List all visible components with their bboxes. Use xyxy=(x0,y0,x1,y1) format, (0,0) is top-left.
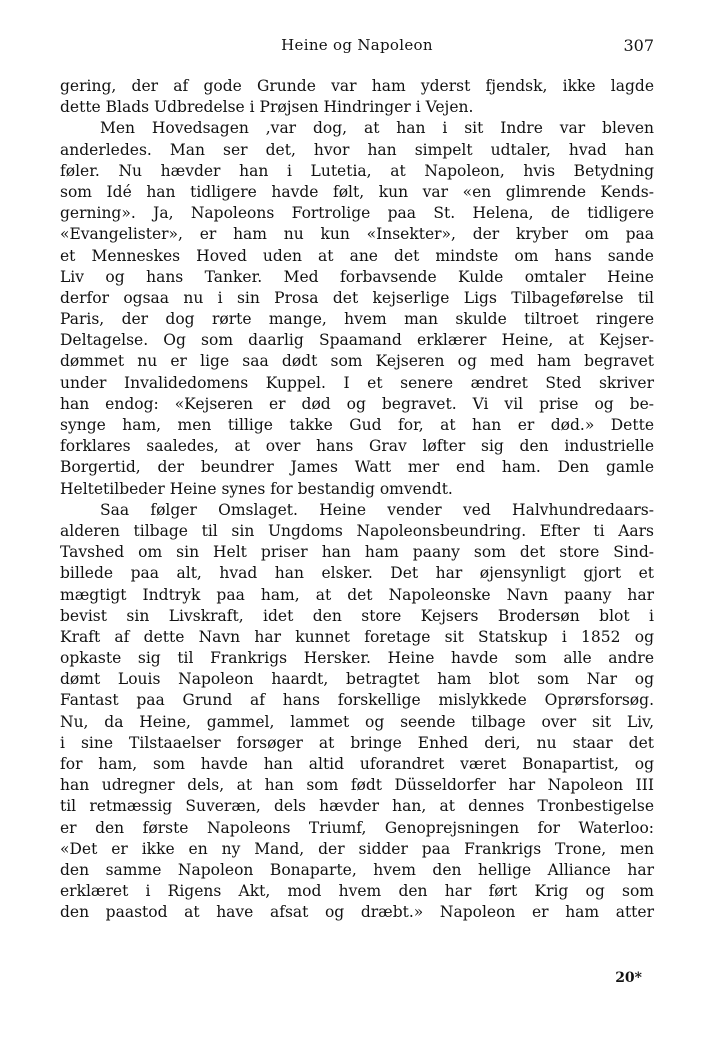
text-line: Kraft af dette Navn har kunnet foretage sit Statskup i 1852 og xyxy=(60,627,654,646)
text-line: Tavshed om sin Helt priser han ham paany som det store Sind- xyxy=(60,543,654,562)
text-line: til retmæssig Suveræn, dels hævder han, at dennes Tronbestigelse xyxy=(60,797,654,816)
body-text xyxy=(60,76,654,924)
text-line: derfor ogsaa nu i sin Prosa det kejserlige Ligs Tilbageførelse til xyxy=(60,288,654,307)
text-line: forklares saaledes, at over hans Grav løfter sig den industrielle xyxy=(60,437,654,456)
document-page xyxy=(60,32,654,924)
text-line: Liv og hans Tanker. Med forbavsende Kulde omtaler Heine xyxy=(60,267,654,286)
text-line: han udregner dels, at han som født Düsseldorfer har Napoleon III xyxy=(60,776,654,795)
text-line: for ham, som havde han altid uforandret været Bonapartist, og xyxy=(60,755,654,773)
text-line: er den første Napoleons Triumf, Genoprejsningen for Waterloo: xyxy=(60,818,654,837)
text-line: «Det er ikke en ny Mand, der sidder paa Frankrigs Trone, men xyxy=(60,839,654,858)
text-line: et Menneskes Hoved uden at ane det mindste om hans sande xyxy=(60,246,654,265)
text-line: «Evangelister», er ham nu kun «Insekter», der kryber om paa xyxy=(60,225,654,244)
text-line: synge ham, men tillige takke Gud for, at han er død.» Dette xyxy=(60,416,654,434)
page-number: 307 xyxy=(623,36,654,55)
text-line: dømmet nu er lige saa dødt som Kejseren og med ham begravet xyxy=(60,352,654,371)
text-line: i sine Tilstaaelser forsøger at bringe Enhed deri, nu staar det xyxy=(60,733,654,752)
text-line: gerning». Ja, Napoleons Fortrolige paa St. Helena, de tidligere xyxy=(60,204,654,223)
text-line: Men Hovedsagen ,var dog, at han i sit Indre var bleven xyxy=(100,119,654,138)
text-line: mægtigt Indtryk paa ham, at det Napoleonske Navn paany har xyxy=(60,585,654,604)
text-line: gering, der af gode Grunde var ham yderst fjendsk, ikke lagde xyxy=(60,77,654,95)
text-line: Paris, der dog rørte mange, hvem man skulde tiltroet ringere xyxy=(60,310,654,329)
text-line: dette Blads Udbredelse i Prøjsen Hindringer i Vejen. xyxy=(60,98,474,117)
text-line: Deltagelse. Og som daarlig Spaamand erklærer Heine, at Kejser- xyxy=(60,331,654,350)
text-line: han endog: «Kejseren er død og begravet. Vi vil prise og be- xyxy=(60,394,654,413)
text-line: Fantast paa Grund af hans forskellige mislykkede Oprørsforsøg. xyxy=(60,691,654,710)
text-line: alderen tilbage til sin Ungdoms Napoleonsbeundring. Efter ti Aars xyxy=(60,521,654,540)
text-line: Saa følger Omslaget. Heine vender ved Halvhundredaars- xyxy=(100,500,654,519)
text-line: under Invalidedomens Kuppel. I et senere ændret Sted skriver xyxy=(60,373,654,392)
text-line: som Idé han tidligere havde følt, kun var «en glimrende Kends- xyxy=(60,182,654,201)
text-line: Heltetilbeder Heine synes for bestandig omvendt. xyxy=(60,479,453,498)
text-line: den samme Napoleon Bonaparte, hvem den hellige Alliance har xyxy=(60,860,654,879)
text-line: erklæret i Rigens Akt, mod hvem den har ført Krig og som xyxy=(60,882,654,901)
text-line: bevist sin Livskraft, idet den store Kejsers Brodersøn blot i xyxy=(60,606,654,625)
text-line: dømt Louis Napoleon haardt, betragtet ham blot som Nar og xyxy=(60,670,654,689)
header-title: Heine og Napoleon xyxy=(281,36,433,54)
text-line: anderledes. Man ser det, hvor han simpelt udtaler, hvad han xyxy=(60,140,654,159)
text-line: føler. Nu hævder han i Lutetia, at Napoleon, hvis Betydning xyxy=(60,161,654,180)
text-line: den paastod at have afsat og dræbt.» Napoleon er ham atter xyxy=(60,903,654,922)
signature-mark: 20* xyxy=(615,970,642,986)
running-header xyxy=(60,32,654,60)
text-line: Nu, da Heine, gammel, lammet og seende tilbage over sit Liv, xyxy=(60,712,654,731)
text-line: Borgertid, der beundrer James Watt mer end ham. Den gamle xyxy=(60,458,654,477)
text-line: billede paa alt, hvad han elsker. Det har øjensynligt gjort et xyxy=(60,564,654,583)
text-line: opkaste sig til Frankrigs Hersker. Heine havde som alle andre xyxy=(60,649,654,668)
